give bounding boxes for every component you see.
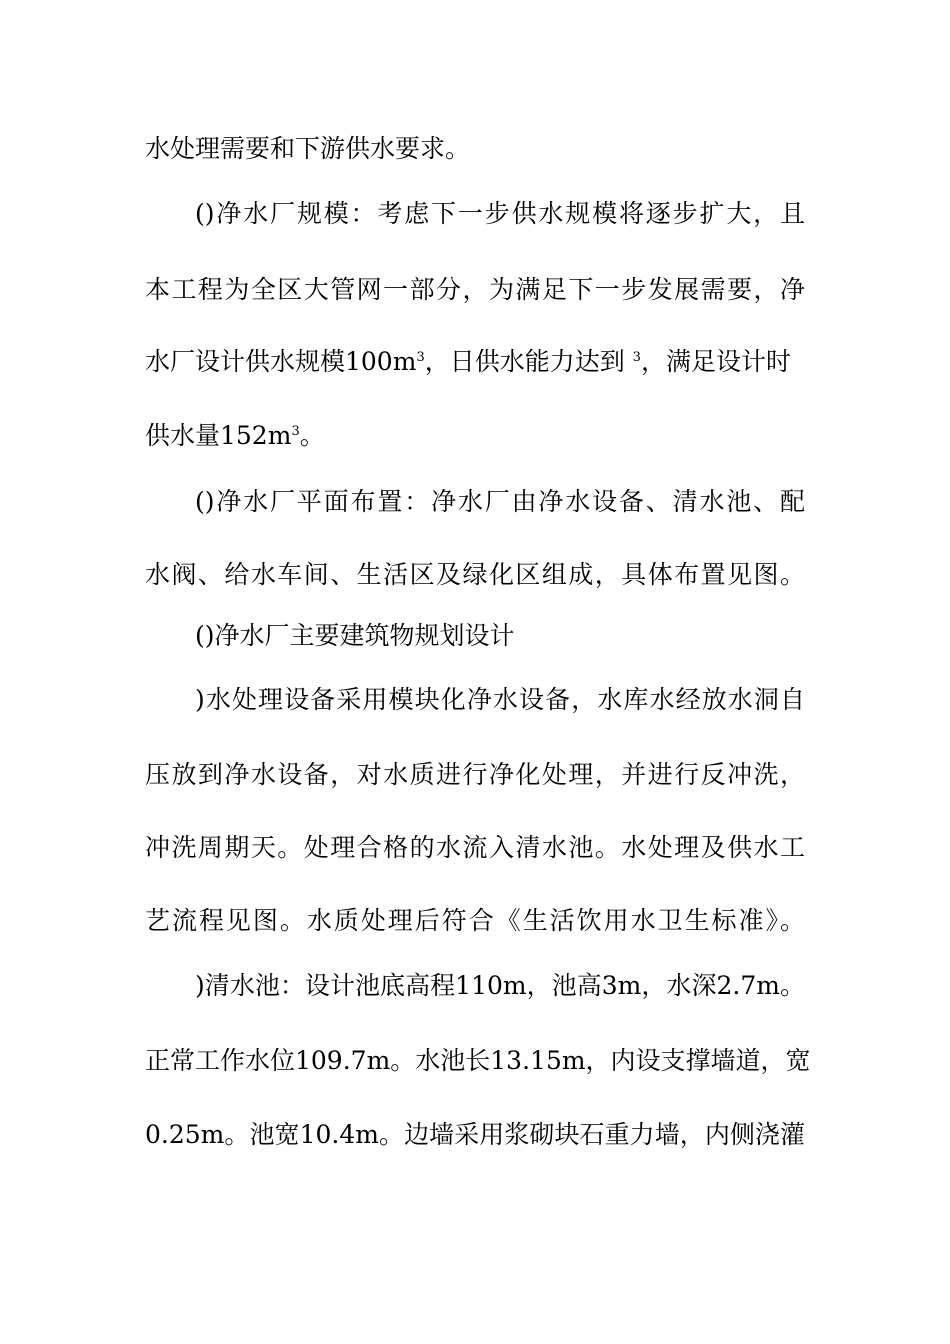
text-line-12: 艺流程见图。水质处理后符合《生活饮用水卫生标准》。 bbox=[145, 906, 805, 935]
text-line-8: ()净水厂主要建筑物规划设计 bbox=[195, 621, 515, 650]
text-line-3: 本工程为全区大管网一部分，为满足下一步发展需要，净 bbox=[145, 275, 805, 304]
text-segment: ，满足设计时 bbox=[640, 347, 791, 376]
text-line-13: )清水池：设计池底高程110m，池高3m，水深2.7m。 bbox=[195, 971, 805, 1000]
superscript: 3 bbox=[291, 424, 300, 439]
text-segment: ，日供水能力达到 bbox=[424, 347, 633, 376]
text-line-11: 冲洗周期天。处理合格的水流入清水池。水处理及供水工 bbox=[145, 833, 805, 862]
text-line-6: ()净水厂平面布置：净水厂由净水设备、清水池、配 bbox=[195, 487, 805, 516]
superscript: 3 bbox=[632, 350, 641, 365]
text-line-5 bbox=[145, 418, 805, 454]
text-line-9: )水处理设备采用模块化净水设备，水库水经放水洞自 bbox=[195, 685, 805, 714]
text-line-14: 正常工作水位109.7m。水池长13.15m，内设支撑墙道，宽 bbox=[145, 1046, 811, 1075]
text-line-15: 0.25m。池宽10.4m。边墙采用浆砌块石重力墙，内侧浇灌 bbox=[145, 1120, 805, 1149]
superscript: 3 bbox=[416, 350, 425, 365]
text-line-10: 压放到净水设备，对水质进行净化处理，并进行反冲洗， bbox=[145, 760, 805, 789]
text-segment: 水厂设计供水规模100m bbox=[145, 347, 417, 376]
text-segment: 。 bbox=[299, 421, 325, 450]
text-line-1: 水处理需要和下游供水要求。 bbox=[145, 134, 471, 163]
text-line-4 bbox=[145, 344, 805, 380]
text-line-7: 水阀、给水车间、生活区及绿化区组成，具体布置见图。 bbox=[145, 560, 805, 589]
text-line-2: ()净水厂规模：考虑下一步供水规模将逐步扩大，且 bbox=[195, 199, 805, 228]
text-segment: 供水量152m bbox=[145, 421, 292, 450]
